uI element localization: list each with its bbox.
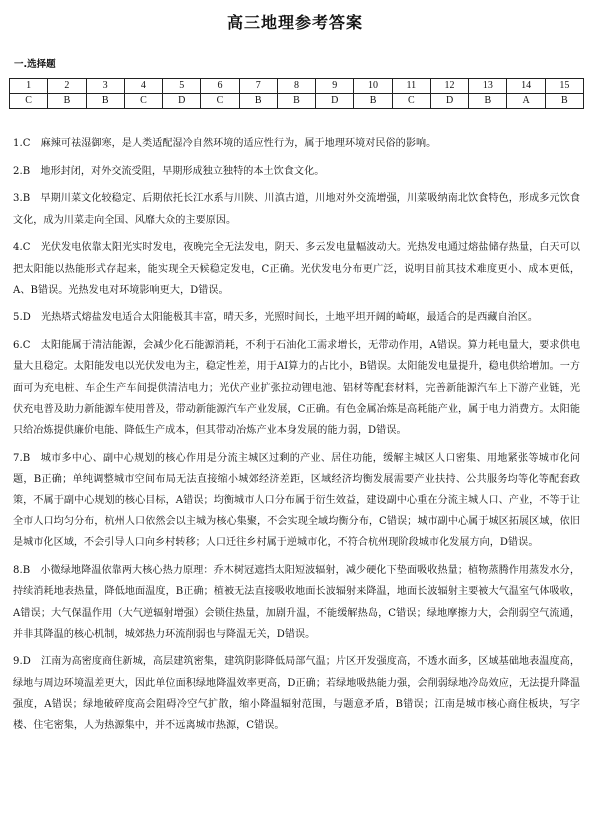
answer-cell: B [469, 94, 507, 109]
question-number-row [10, 79, 584, 94]
question-number: 5 [163, 79, 201, 94]
explanation-item: 3.B 早期川菜文化较稳定、后期依托长江水系与川陕、川滇古道，川地对外交流增强，川菜吸纳南北饮食特色，形成多元饮食文化，成为川菜走向全国、风靡大众的主要原因。 [13, 193, 580, 226]
section-heading: 一.选择题 [14, 59, 56, 70]
answer-cell: C [392, 94, 430, 109]
question-number: 12 [430, 79, 468, 94]
explanation-item: 8.B 小微绿地降温依靠两大核心热力原理：乔木树冠遮挡太阳短波辐射，减少硬化下垫面吸收热量；植物蒸腾作用蒸发水分，持续消耗地表热量，降低地面温度，B正确；植被无法直接吸收地面长波辐射来降温，地面长波辐射主要被大气温室气体吸收，A错误；大气保温作用（大气逆辐射增强）会锁住热量，加剧升温，不能缓解热岛，C错误；绿地摩擦力大，会削弱空气流通，并非其降温的核心机制，城郊热力环流削弱也与降温无关，D错误。 [13, 565, 580, 640]
question-number: 9 [316, 79, 354, 94]
explanation-item: 6.C 太阳能属于清洁能源，会减少化石能源消耗，不利于石油化工需求增长，无带动作用，A错误。算力耗电量大，要求供电量大且稳定。太阳能发电以光伏发电为主，稳定性差，用于AI算力的占比小，B错误。太阳能发电量提升，稳电供给增加。一方面可为充电桩、车企生产车间提供清洁电力；光伏产业扩张拉动锂电池、铝材等配套材料，完善新能源汽车上下游产业链，光伏充电普及助力新能源车使用普及，带动新能源汽车产业发展，C正确。有色金属冶炼是高耗能产业，属于电力消费方。太阳能只给冶炼提供廉价电能、降低生产成本，但其带动冶炼产业本身发展的能力弱，D错误。 [13, 340, 580, 436]
answer-cell: B [277, 94, 315, 109]
explanation-item: 5.D 光热塔式熔盐发电适合太阳能极其丰富，晴天多，光照时间长，土地平坦开阔的崎岖，最适合的是西藏自治区。 [13, 312, 539, 324]
explanation-item: 4.C 光伏发电依靠太阳光实时发电，夜晚完全无法发电，阴天、多云发电量幅波动大。光热发电通过熔盐储存热量，白天可以把太阳能以热能形式存起来，能实现全天候稳定发电，C正确。光伏发电分布更广泛，说明目前其技术难度更小、成本更低，A、B错误。光热发电对环境影响更大，D错误。 [13, 242, 580, 296]
question-number: 3 [86, 79, 124, 94]
explanation-item: 1.C 麻辣可祛湿御寒，是人类适配湿冷自然环境的适应性行为，属于地理环境对民俗的影响。 [13, 138, 437, 149]
question-number: 10 [354, 79, 392, 94]
answer-cell: D [316, 94, 354, 109]
answer-cell: B [545, 94, 583, 109]
question-number: 1 [10, 79, 48, 94]
explanations-list [13, 133, 580, 743]
answer-table [9, 78, 584, 109]
answer-cell: C [201, 94, 239, 109]
question-number: 11 [392, 79, 430, 94]
answer-cell: C [10, 94, 48, 109]
answer-row [10, 94, 584, 109]
question-number: 14 [507, 79, 545, 94]
answer-cell: A [507, 94, 545, 109]
answer-cell: D [163, 94, 201, 109]
question-number: 2 [48, 79, 86, 94]
answer-cell: B [86, 94, 124, 109]
explanation-item: 2.B 地形封闭，对外交流受阻，早期形成独立独特的本土饮食文化。 [13, 165, 325, 177]
page-title: 高三地理参考答案 [226, 13, 363, 32]
answer-cell: C [124, 94, 162, 109]
explanation-item: 7.B 城市多中心、副中心规划的核心作用是分流主城区过剩的产业、居住功能，缓解主城区人口密集、用地紧张等城市化问题，B正确；单纯调整城市空间布局无法直接缩小城郊经济差距，区域经济均衡发展需要产业扶持、公共服务均等化等配套政策，不属于副中心规划的核心目标，A错误；均衡城市人口分布属于衍生效益，建设副中心重在分流主城人口、产业，不等于让全市人口均匀分布，杭州人口依然会以主城为核心集聚，不会实现全域均衡分布，C错误；城市副中心属于城区拓展区域，依旧是城市化区域，不会引导人口向乡村转移；人口迁往乡村属于逆城市化，不符合杭州现阶段城市化发展方向，D错误。 [13, 452, 580, 549]
question-number: 7 [239, 79, 277, 94]
answer-cell: D [430, 94, 468, 109]
question-number: 6 [201, 79, 239, 94]
question-number: 8 [277, 79, 315, 94]
question-number: 15 [545, 79, 583, 94]
question-number: 13 [469, 79, 507, 94]
answer-cell: B [48, 94, 86, 109]
explanation-item: 9.D 江南为高密度商住新城，高层建筑密集，建筑阴影降低局部气温；片区开发强度高，不透水面多，区域基础地表温度高，绿地与周边环境温差更大，因此单位面积绿地降温效率更高，D正确；若绿地吸热能力强，会削弱绿地冷岛效应，无法提升降温强度，A错误；绿地破碎度高会阻碍冷空气扩散，缩小降温辐射范围，与题意矛盾，B错误；江南是城市核心商住板块，写字楼、住宅密集，人为热源集中，并不远离城市热源，C错误。 [13, 656, 580, 732]
answer-cell: B [354, 94, 392, 109]
answer-cell: B [239, 94, 277, 109]
question-number: 4 [124, 79, 162, 94]
